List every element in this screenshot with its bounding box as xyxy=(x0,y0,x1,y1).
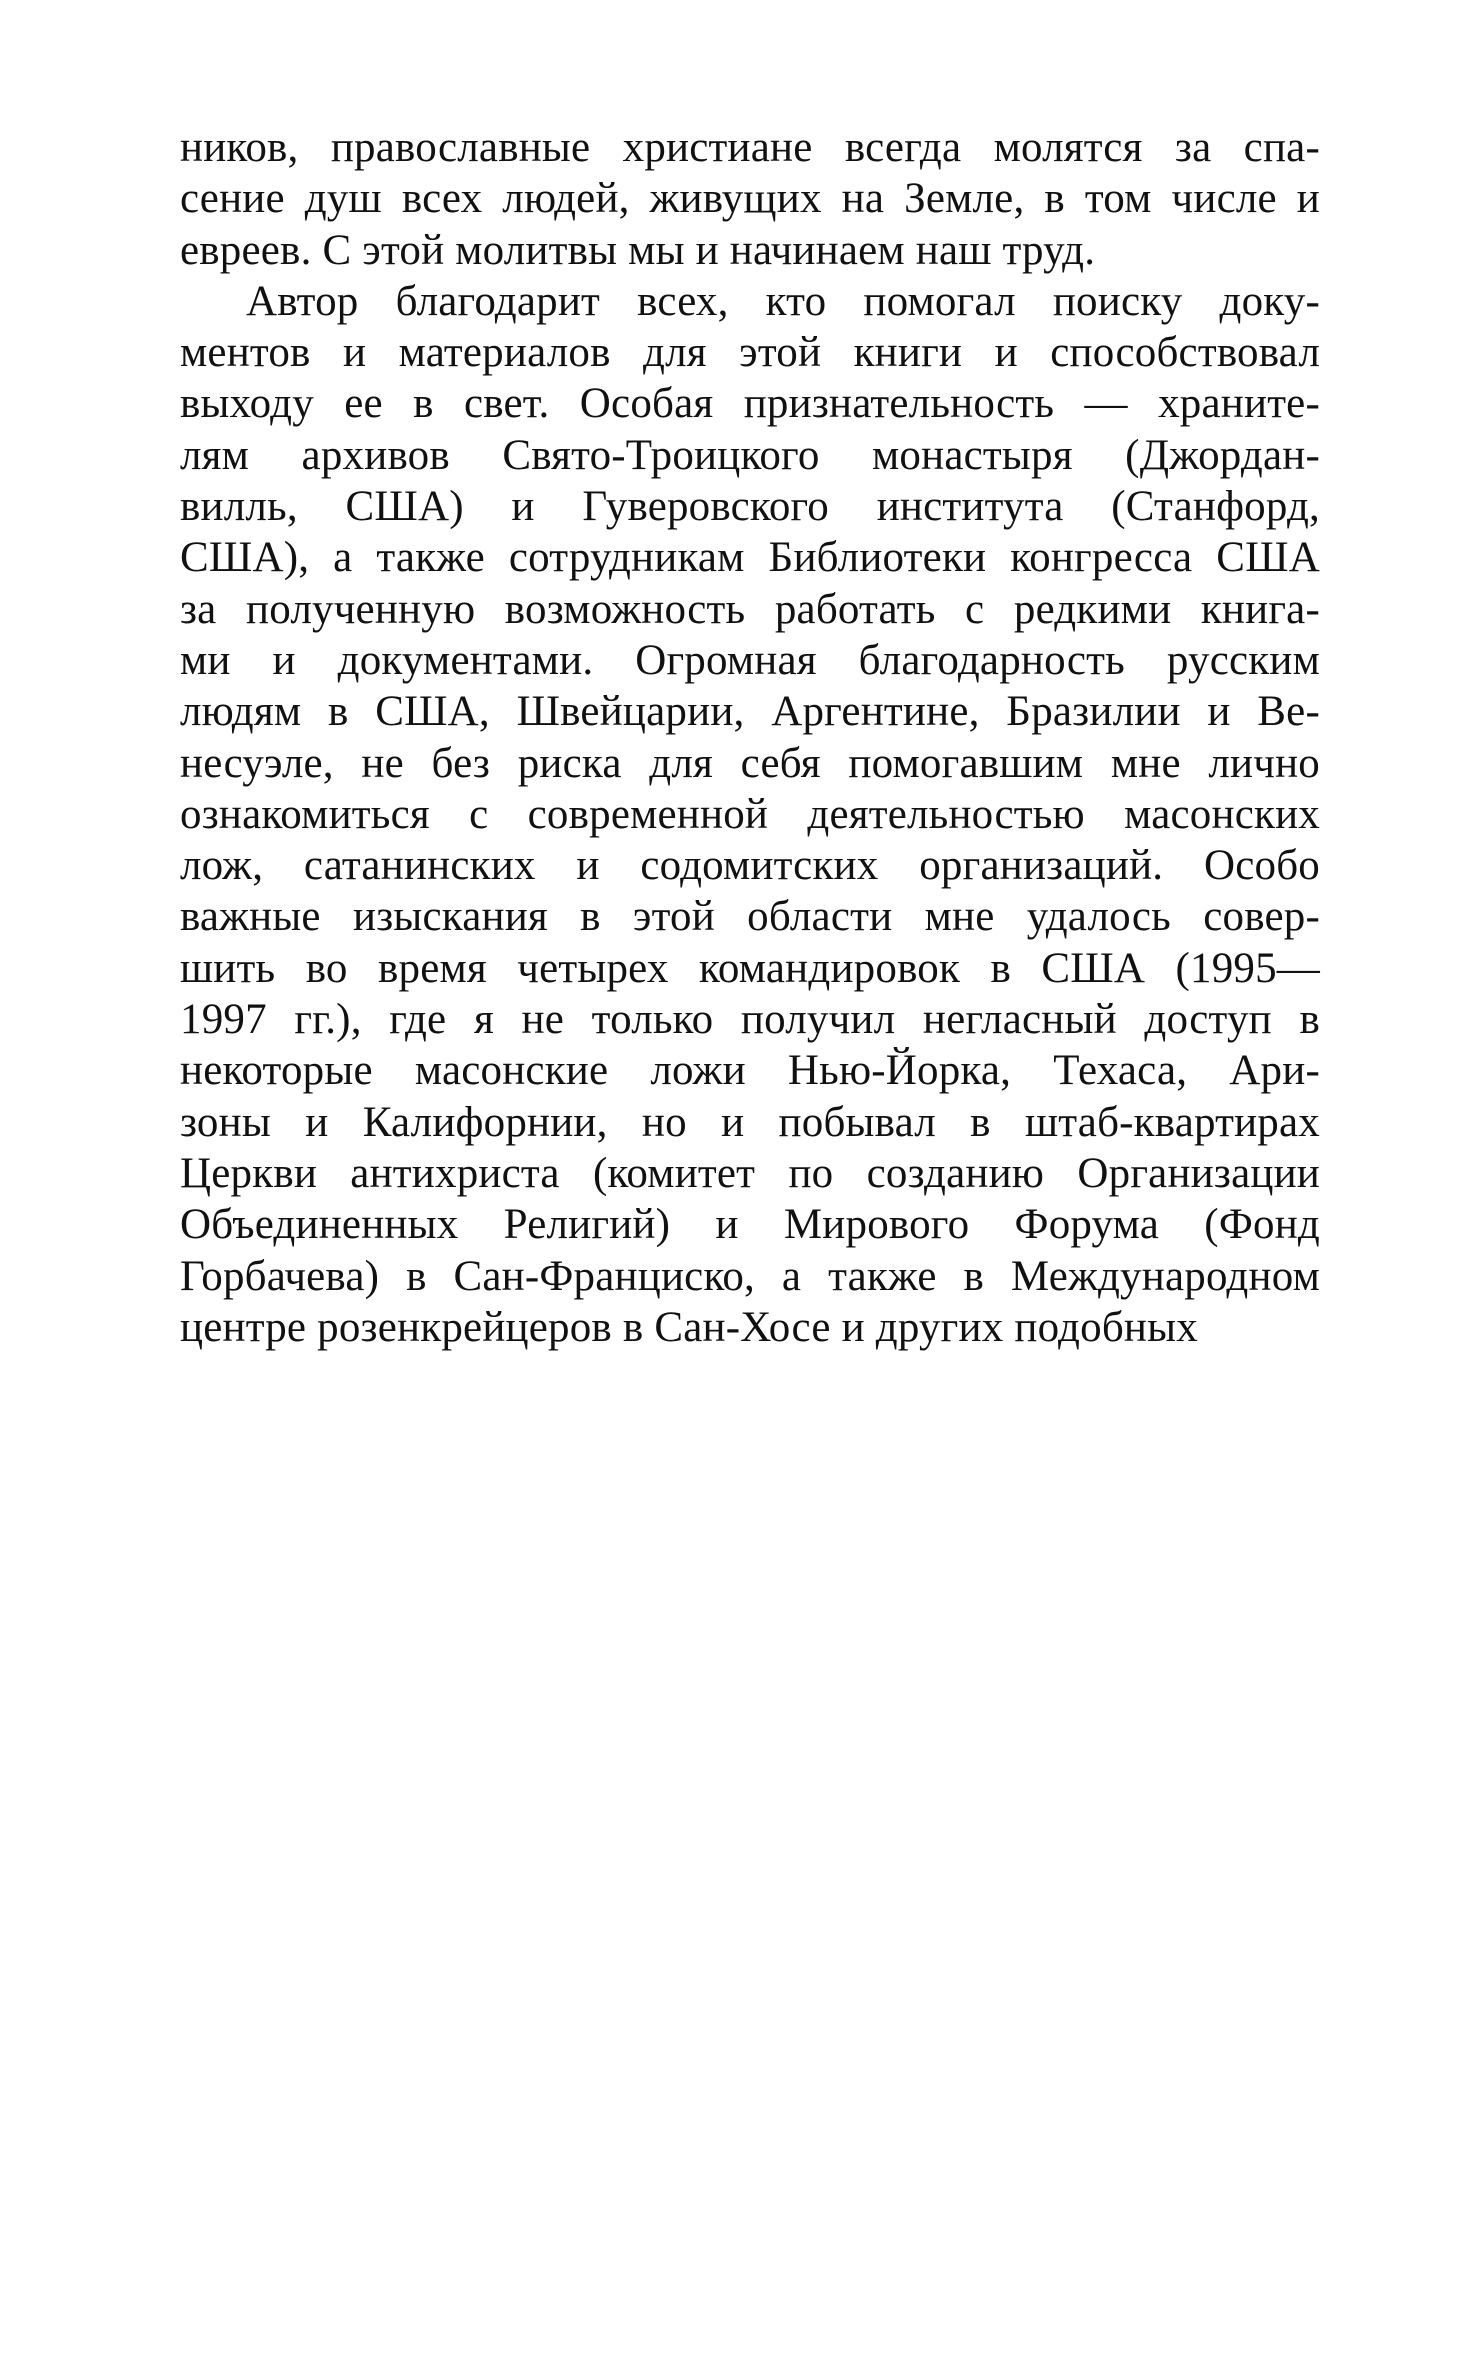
text-line: шить во время четырех командировок в США (1995— xyxy=(180,944,1320,992)
text-line: лож, сатанинских и содомитских организаций. Особо xyxy=(180,842,1320,890)
text-line: зоны и Калифорнии, но и побывал в штаб-квартирах xyxy=(180,1098,1320,1146)
text-line: Церкви антихриста (комитет по созданию Организации xyxy=(180,1149,1320,1197)
text-line: ников, православные христиане всегда молятся за спа- xyxy=(180,124,1320,171)
text-line: ментов и материалов для этой книги и способствовал xyxy=(180,329,1320,377)
paragraph-2 xyxy=(180,276,1320,1353)
text-line: вилль, США) и Гуверовского института (Станфорд, xyxy=(180,483,1320,531)
text-line: Автор благодарит всех, кто помогал поиску доку- xyxy=(246,277,1320,325)
text-line: евреев. С этой молитвы мы и начинаем наш труд. xyxy=(180,226,1096,274)
text-line: ознакомиться с современной деятельностью масонских xyxy=(180,790,1320,838)
text-line: за полученную возможность работать с редкими книга- xyxy=(180,585,1320,633)
text-line: США), а также сотрудникам Библиотеки конгресса США xyxy=(180,534,1320,582)
body-text xyxy=(180,122,1320,1353)
text-line: некоторые масонские ложи Нью-Йорка, Техаса, Ари- xyxy=(180,1047,1320,1095)
text-line: людям в США, Швейцарии, Аргентине, Бразилии и Ве- xyxy=(180,688,1320,736)
text-line: ми и документами. Огромная благодарность русским xyxy=(180,636,1320,684)
text-line: центре розенкрейцеров в Сан-Хосе и других подобных xyxy=(180,1303,1198,1351)
text-line: выходу ее в свет. Особая признательность — храните- xyxy=(180,380,1320,428)
text-line: сение душ всех людей, живущих на Земле, в том числе и xyxy=(180,175,1320,223)
text-line: лям архивов Свято-Троицкого монастыря (Джордан- xyxy=(180,431,1320,479)
text-line: несуэле, не без риска для себя помогавшим мне лично xyxy=(180,739,1320,787)
text-line: Объединенных Религий) и Мирового Форума (Фонд xyxy=(180,1201,1320,1249)
paragraph-1 xyxy=(180,122,1320,276)
text-line: Горбачева) в Сан-Франциско, а также в Международном xyxy=(180,1252,1320,1300)
text-line: 1997 гг.), где я не только получил негласный доступ в xyxy=(180,996,1320,1044)
text-line: важные изыскания в этой области мне удалось совер- xyxy=(180,893,1320,941)
